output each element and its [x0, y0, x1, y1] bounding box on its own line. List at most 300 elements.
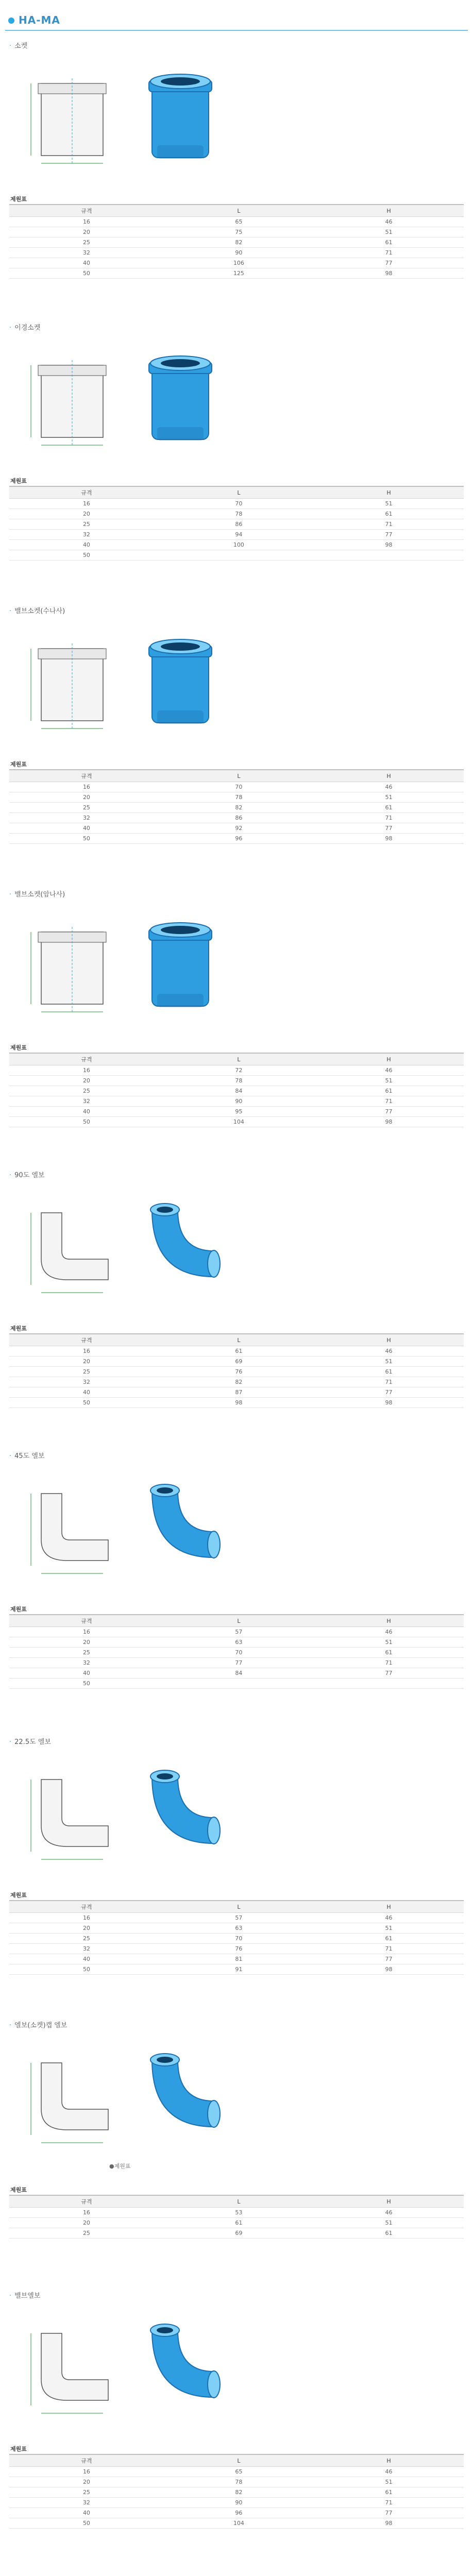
table-cell: 71: [314, 1944, 464, 1954]
table-cell: 20: [9, 1357, 164, 1367]
table-cell: 32: [9, 1377, 164, 1387]
table-row: [9, 1658, 464, 1668]
table-cell: 77: [314, 1107, 464, 1117]
table-cell: 125: [164, 268, 314, 279]
table-cell: 104: [164, 2518, 314, 2529]
table-cell: 77: [164, 1658, 314, 1668]
section-title: [9, 322, 40, 332]
table-cell: 20: [9, 1637, 164, 1648]
table-cell: 32: [9, 1096, 164, 1107]
table-cell: 40: [9, 1668, 164, 1679]
section-title-text: 엘보(소켓)캡 엘보: [14, 2022, 67, 2029]
table-cell: 51: [314, 1923, 464, 1934]
table-row: [9, 792, 464, 803]
table-cell: 61: [314, 2487, 464, 2498]
table-cell: 25: [9, 2487, 164, 2498]
table-cell: 50: [9, 1117, 164, 1127]
header-divider: [5, 30, 468, 31]
table-cell: 16: [9, 499, 164, 509]
table-caption: 제원표: [10, 1606, 27, 1613]
table-cell: 78: [164, 792, 314, 803]
table-cell: 98: [314, 1964, 464, 1975]
table-cell: 104: [164, 1117, 314, 1127]
table-cell: 50: [9, 834, 164, 844]
table-row: [9, 782, 464, 792]
product-photo: [131, 60, 229, 173]
table-cell: 98: [314, 540, 464, 550]
section-bullet-icon: ·: [9, 607, 12, 615]
table-cell: 76: [164, 1944, 314, 1954]
table-cell: 98: [314, 1117, 464, 1127]
table-row: [9, 1913, 464, 1923]
table-row: [9, 2467, 464, 2477]
column-header: H: [314, 770, 464, 782]
table-cell: 50: [9, 2518, 164, 2529]
table-cell: 82: [164, 2487, 314, 2498]
table-cell: [164, 550, 314, 561]
product-figure: [21, 60, 227, 178]
table-row: [9, 258, 464, 268]
product-figure: [21, 2310, 227, 2428]
product-figure: [21, 2039, 227, 2170]
table-cell: 86: [164, 519, 314, 530]
table-cell: 77: [314, 1954, 464, 1964]
table-row: [9, 268, 464, 279]
table-cell: 78: [164, 1076, 314, 1086]
table-cell: 65: [164, 217, 314, 227]
table-cell: [314, 1679, 464, 1689]
table-cell: 57: [164, 1913, 314, 1923]
table-cell: 61: [314, 803, 464, 813]
product-figure: [21, 908, 227, 1027]
table-cell: 50: [9, 1398, 164, 1408]
column-header: H: [314, 1053, 464, 1065]
table-row: [9, 1944, 464, 1954]
table-row: [9, 1107, 464, 1117]
section-title-text: 밸브소켓(수나사): [14, 607, 65, 615]
table-row: [9, 509, 464, 519]
table-row: [9, 1648, 464, 1658]
table-row: [9, 1367, 464, 1377]
table-cell: 61: [164, 1346, 314, 1357]
column-header: L: [164, 1334, 314, 1346]
table-row: [9, 1117, 464, 1127]
table-header-row: [9, 1053, 464, 1065]
table-row: [9, 1387, 464, 1398]
column-header: 규격: [9, 2195, 164, 2208]
table-cell: 61: [314, 1086, 464, 1096]
table-cell: 75: [164, 227, 314, 238]
table-cell: 51: [314, 499, 464, 509]
table-cell: 51: [314, 2218, 464, 2228]
page-header: [5, 11, 468, 32]
table-row: [9, 1934, 464, 1944]
table-header-row: [9, 2454, 464, 2467]
table-cell: 16: [9, 2467, 164, 2477]
section-title-text: 밸브엘보: [14, 2292, 41, 2300]
section-bullet-icon: ·: [9, 1172, 12, 1179]
table-row: [9, 823, 464, 834]
table-cell: 25: [9, 238, 164, 248]
table-cell: 20: [9, 2477, 164, 2487]
table-cell: 61: [314, 509, 464, 519]
product-figure: [21, 1756, 227, 1874]
table-cell: 70: [164, 782, 314, 792]
column-header: 규격: [9, 486, 164, 499]
table-row: [9, 1668, 464, 1679]
table-cell: 71: [314, 1658, 464, 1668]
section-title: [9, 1450, 45, 1460]
column-header: H: [314, 205, 464, 217]
product-photo: [131, 342, 229, 455]
section-title-text: 밸브소켓(암나사): [14, 891, 65, 899]
table-header-row: [9, 770, 464, 782]
table-cell: 16: [9, 1065, 164, 1076]
table-cell: 40: [9, 823, 164, 834]
technical-drawing: [21, 63, 124, 171]
table-cell: 98: [164, 1398, 314, 1408]
table-cell: 86: [164, 813, 314, 823]
column-header: L: [164, 2454, 314, 2467]
table-cell: 61: [314, 1934, 464, 1944]
spec-table: [9, 2195, 464, 2239]
table-row: [9, 803, 464, 813]
product-photo: [131, 2310, 229, 2423]
section-title-text: 22.5도 엘보: [14, 1738, 51, 1746]
column-header: H: [314, 1615, 464, 1627]
table-cell: 61: [314, 2228, 464, 2239]
table-cell: 96: [164, 2508, 314, 2518]
column-header: H: [314, 1334, 464, 1346]
table-cell: 63: [164, 1923, 314, 1934]
column-header: 규격: [9, 1615, 164, 1627]
table-cell: 25: [9, 1934, 164, 1944]
table-cell: 25: [9, 1648, 164, 1658]
column-header: L: [164, 1053, 314, 1065]
table-cell: 32: [9, 530, 164, 540]
table-cell: 84: [164, 1668, 314, 1679]
table-row: [9, 2498, 464, 2508]
table-cell: 57: [164, 1627, 314, 1637]
table-header-row: [9, 2195, 464, 2208]
table-cell: 32: [9, 1658, 164, 1668]
table-cell: 77: [314, 1668, 464, 1679]
table-cell: 32: [9, 813, 164, 823]
table-cell: 77: [314, 1387, 464, 1398]
column-header: H: [314, 2454, 464, 2467]
column-header: H: [314, 1901, 464, 1913]
table-cell: 84: [164, 1086, 314, 1096]
table-cell: 25: [9, 1086, 164, 1096]
table-cell: 20: [9, 1923, 164, 1934]
table-cell: 46: [314, 1065, 464, 1076]
table-cell: 61: [314, 1648, 464, 1658]
title-bullet-icon: [8, 18, 14, 24]
column-header: 규격: [9, 1053, 164, 1065]
section-bullet-icon: ·: [9, 324, 12, 332]
section-bullet-icon: ·: [9, 2292, 12, 2300]
table-cell: 25: [9, 1367, 164, 1377]
table-row: [9, 1065, 464, 1076]
table-header-row: [9, 1334, 464, 1346]
table-row: [9, 1637, 464, 1648]
table-cell: 51: [314, 792, 464, 803]
section-title-text: 이경소켓: [14, 324, 41, 332]
table-cell: 91: [164, 1964, 314, 1975]
table-row: [9, 519, 464, 530]
table-row: [9, 550, 464, 561]
product-photo: [131, 1756, 229, 1869]
table-cell: 16: [9, 1627, 164, 1637]
table-row: [9, 1096, 464, 1107]
table-cell: 20: [9, 1076, 164, 1086]
technical-drawing: [21, 2313, 124, 2421]
table-row: [9, 2487, 464, 2498]
table-row: [9, 1923, 464, 1934]
table-row: [9, 227, 464, 238]
table-cell: 46: [314, 1913, 464, 1923]
table-cell: 78: [164, 2477, 314, 2487]
technical-drawing: [21, 628, 124, 736]
table-cell: 71: [314, 248, 464, 258]
section-bullet-icon: ·: [9, 891, 12, 899]
table-row: [9, 813, 464, 823]
table-cell: 77: [314, 2508, 464, 2518]
table-cell: 16: [9, 1913, 164, 1923]
table-cell: 90: [164, 1096, 314, 1107]
section-bullet-icon: ·: [9, 1738, 12, 1746]
table-cell: 16: [9, 782, 164, 792]
table-cell: 81: [164, 1954, 314, 1964]
product-photo: [131, 625, 229, 738]
table-cell: 98: [314, 268, 464, 279]
product-photo: [131, 1189, 229, 1302]
table-cell: 40: [9, 258, 164, 268]
spec-table: [9, 769, 464, 844]
table-cell: 98: [314, 834, 464, 844]
table-cell: 51: [314, 1357, 464, 1367]
table-caption: 제원표: [10, 761, 27, 768]
column-header: 규격: [9, 1334, 164, 1346]
technical-drawing: [21, 1192, 124, 1300]
section-title-text: 90도 엘보: [14, 1172, 45, 1179]
table-cell: 61: [164, 2218, 314, 2228]
table-row: [9, 1964, 464, 1975]
table-cell: 70: [164, 1934, 314, 1944]
table-cell: 69: [164, 2228, 314, 2239]
table-cell: 77: [314, 823, 464, 834]
spec-table: [9, 1900, 464, 1975]
column-header: 규격: [9, 770, 164, 782]
table-cell: 82: [164, 803, 314, 813]
column-header: L: [164, 1901, 314, 1913]
table-cell: 46: [314, 1346, 464, 1357]
table-cell: 76: [164, 1367, 314, 1377]
table-header-row: [9, 205, 464, 217]
table-cell: 50: [9, 1679, 164, 1689]
table-cell: 50: [9, 1964, 164, 1975]
spec-table: [9, 1333, 464, 1408]
table-cell: 40: [9, 2508, 164, 2518]
table-cell: 71: [314, 813, 464, 823]
table-cell: 51: [314, 1076, 464, 1086]
table-cell: 82: [164, 238, 314, 248]
table-cell: 32: [9, 2498, 164, 2508]
technical-drawing: [21, 1759, 124, 1867]
table-cell: 92: [164, 823, 314, 834]
table-cell: 51: [314, 1637, 464, 1648]
table-cell: 61: [314, 1367, 464, 1377]
product-photo: [131, 1470, 229, 1583]
table-cell: 90: [164, 2498, 314, 2508]
spec-table: [9, 204, 464, 279]
product-photo: [131, 908, 229, 1022]
table-cell: 46: [314, 782, 464, 792]
table-cell: 65: [164, 2467, 314, 2477]
table-cell: 40: [9, 1954, 164, 1964]
product-figure: [21, 1189, 227, 1308]
table-caption: 제원표: [10, 2446, 27, 2452]
table-cell: 87: [164, 1387, 314, 1398]
table-cell: 100: [164, 540, 314, 550]
section-title: [9, 605, 65, 615]
table-cell: 25: [9, 519, 164, 530]
table-cell: 70: [164, 499, 314, 509]
table-cell: 20: [9, 509, 164, 519]
table-cell: 95: [164, 1107, 314, 1117]
column-header: 규격: [9, 205, 164, 217]
table-row: [9, 2228, 464, 2239]
table-cell: 46: [314, 2467, 464, 2477]
table-cell: 51: [314, 227, 464, 238]
table-cell: 32: [9, 248, 164, 258]
section-title: [9, 1170, 45, 1179]
table-header-row: [9, 486, 464, 499]
image-caption-text: ●제원표: [109, 2163, 131, 2170]
table-cell: 20: [9, 227, 164, 238]
table-cell: 69: [164, 1357, 314, 1367]
table-cell: 78: [164, 509, 314, 519]
table-cell: 77: [314, 258, 464, 268]
table-cell: 70: [164, 1648, 314, 1658]
product-figure: [21, 625, 227, 743]
table-cell: 71: [314, 1096, 464, 1107]
table-cell: 40: [9, 540, 164, 550]
table-row: [9, 1357, 464, 1367]
table-cell: 96: [164, 834, 314, 844]
table-row: [9, 217, 464, 227]
table-row: [9, 499, 464, 509]
table-cell: 40: [9, 1387, 164, 1398]
table-cell: 61: [314, 238, 464, 248]
table-cell: 94: [164, 530, 314, 540]
table-row: [9, 1086, 464, 1096]
table-cell: 53: [164, 2208, 314, 2218]
table-row: [9, 530, 464, 540]
table-row: [9, 540, 464, 550]
page-title: HA-MA: [19, 14, 60, 26]
table-cell: 71: [314, 1377, 464, 1387]
table-cell: 71: [314, 2498, 464, 2508]
spec-table: [9, 486, 464, 561]
table-row: [9, 2518, 464, 2529]
table-cell: 72: [164, 1065, 314, 1076]
section-title: [9, 2290, 40, 2300]
product-figure: [21, 1470, 227, 1588]
section-title: [9, 2020, 67, 2029]
image-caption: [109, 2162, 130, 2170]
table-cell: [164, 1679, 314, 1689]
table-cell: 71: [314, 519, 464, 530]
section-title-text: 45도 엘보: [14, 1452, 45, 1460]
product-figure: [21, 342, 227, 460]
table-row: [9, 2477, 464, 2487]
table-cell: 46: [314, 217, 464, 227]
technical-drawing: [21, 345, 124, 453]
table-row: [9, 2218, 464, 2228]
table-caption: 제원표: [10, 196, 27, 202]
table-cell: 51: [314, 2477, 464, 2487]
table-row: [9, 1076, 464, 1086]
column-header: L: [164, 205, 314, 217]
section-bullet-icon: ·: [9, 2022, 12, 2029]
table-row: [9, 1954, 464, 1964]
table-cell: 77: [314, 530, 464, 540]
table-cell: 50: [9, 550, 164, 561]
technical-drawing: [21, 911, 124, 1020]
table-cell: 16: [9, 1346, 164, 1357]
table-cell: 32: [9, 1944, 164, 1954]
table-cell: 20: [9, 2218, 164, 2228]
table-header-row: [9, 1901, 464, 1913]
table-row: [9, 1377, 464, 1387]
table-cell: 40: [9, 1107, 164, 1117]
column-header: H: [314, 2195, 464, 2208]
table-caption: 제원표: [10, 1325, 27, 1332]
column-header: L: [164, 1615, 314, 1627]
technical-drawing: [21, 2042, 124, 2150]
table-row: [9, 1346, 464, 1357]
table-row: [9, 1627, 464, 1637]
table-cell: 16: [9, 217, 164, 227]
column-header: 규격: [9, 1901, 164, 1913]
product-photo: [131, 2039, 229, 2153]
table-cell: 16: [9, 2208, 164, 2218]
table-caption: 제원표: [10, 478, 27, 484]
spec-table: [9, 1053, 464, 1127]
table-caption: 제원표: [10, 1044, 27, 1051]
table-cell: [314, 550, 464, 561]
table-row: [9, 238, 464, 248]
section-title: [9, 40, 27, 50]
table-cell: 25: [9, 2228, 164, 2239]
spec-table: [9, 1614, 464, 1689]
table-cell: 82: [164, 1377, 314, 1387]
section-title-text: 소켓: [14, 42, 28, 50]
table-cell: 98: [314, 1398, 464, 1408]
table-cell: 63: [164, 1637, 314, 1648]
column-header: L: [164, 486, 314, 499]
table-caption: 제원표: [10, 1892, 27, 1899]
section-bullet-icon: ·: [9, 1452, 12, 1460]
table-cell: 90: [164, 248, 314, 258]
spec-table: [9, 2454, 464, 2529]
table-cell: 46: [314, 2208, 464, 2218]
table-row: [9, 2508, 464, 2518]
table-cell: 106: [164, 258, 314, 268]
table-row: [9, 1679, 464, 1689]
technical-drawing: [21, 1473, 124, 1581]
